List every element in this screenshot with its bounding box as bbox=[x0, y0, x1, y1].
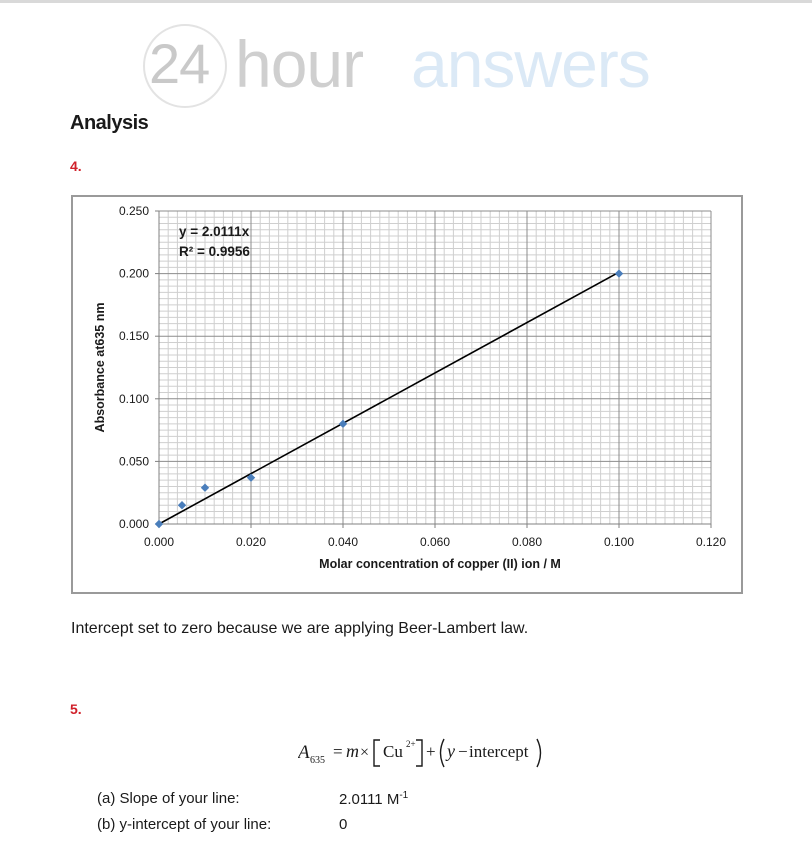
x-tick-label: 0.040 bbox=[327, 535, 359, 549]
slope-unit-exponent: -1 bbox=[399, 790, 409, 801]
formula-intercept: intercept bbox=[469, 742, 529, 761]
formula-left-bracket bbox=[374, 740, 380, 766]
formula-right-bracket bbox=[416, 740, 422, 766]
formula-y: y bbox=[447, 741, 455, 761]
chart-svg bbox=[73, 197, 741, 592]
y-tick-label: 0.250 bbox=[118, 204, 149, 218]
intercept-label: (b) y-intercept of your line: bbox=[97, 816, 272, 833]
slope-value: 2.0111 M bbox=[339, 791, 400, 808]
question-4-number: 4. bbox=[70, 158, 82, 174]
y-tick-label: 0.150 bbox=[118, 329, 149, 344]
logo-word-answers: answers bbox=[411, 27, 650, 101]
formula-minus: − bbox=[458, 742, 468, 761]
y-tick-label: 0.100 bbox=[118, 391, 149, 406]
x-tick-label: 0.080 bbox=[511, 535, 543, 549]
y-tick-label: 0.200 bbox=[118, 266, 149, 281]
logo-word-hour: hour bbox=[235, 27, 364, 101]
y-tick-label: 0.000 bbox=[118, 517, 149, 531]
formula-plus: + bbox=[426, 742, 436, 761]
x-tick-label: 0.000 bbox=[143, 535, 175, 549]
data-point bbox=[201, 483, 209, 491]
intercept-explanation: Intercept set to zero because we are applying Beer-Lambert law. bbox=[71, 620, 529, 637]
x-tick-label: 0.100 bbox=[603, 535, 635, 549]
data-point bbox=[615, 269, 623, 277]
formula-right-paren bbox=[537, 739, 541, 767]
section-heading: Analysis bbox=[70, 112, 149, 134]
formula-equals: = bbox=[333, 742, 343, 761]
chart-frame bbox=[71, 195, 743, 594]
intercept-value: 0 bbox=[339, 816, 348, 833]
site-logo bbox=[143, 22, 683, 108]
data-point bbox=[178, 501, 186, 509]
beer-lambert-formula bbox=[298, 736, 558, 770]
data-point bbox=[155, 520, 163, 528]
formula-A-subscript: 635 bbox=[310, 755, 325, 766]
logo-number: 24 bbox=[149, 32, 210, 95]
y-axis-title: Absorbance at635 nm bbox=[93, 302, 107, 433]
slope-answer bbox=[339, 790, 408, 808]
trendline-equation: y = 2.0111x bbox=[179, 224, 250, 239]
x-tick-label: 0.120 bbox=[695, 535, 727, 549]
y-tick-label: 0.050 bbox=[118, 454, 149, 469]
formula-times: × bbox=[360, 744, 370, 761]
formula-left-paren bbox=[441, 739, 445, 767]
x-tick-label: 0.060 bbox=[419, 535, 451, 549]
slope-label: (a) Slope of your line: bbox=[97, 790, 240, 807]
x-axis-title: Molar concentration of copper (II) ion / M bbox=[319, 557, 561, 571]
x-tick-label: 0.020 bbox=[235, 535, 267, 549]
r-squared-label: R² = 0.9956 bbox=[179, 244, 250, 259]
formula-charge: 2+ bbox=[406, 739, 416, 749]
formula-A: A bbox=[298, 742, 310, 763]
top-divider bbox=[0, 0, 812, 3]
formula-m: m bbox=[346, 741, 359, 761]
formula-copper: Cu bbox=[383, 742, 403, 761]
question-5-number: 5. bbox=[70, 701, 82, 717]
